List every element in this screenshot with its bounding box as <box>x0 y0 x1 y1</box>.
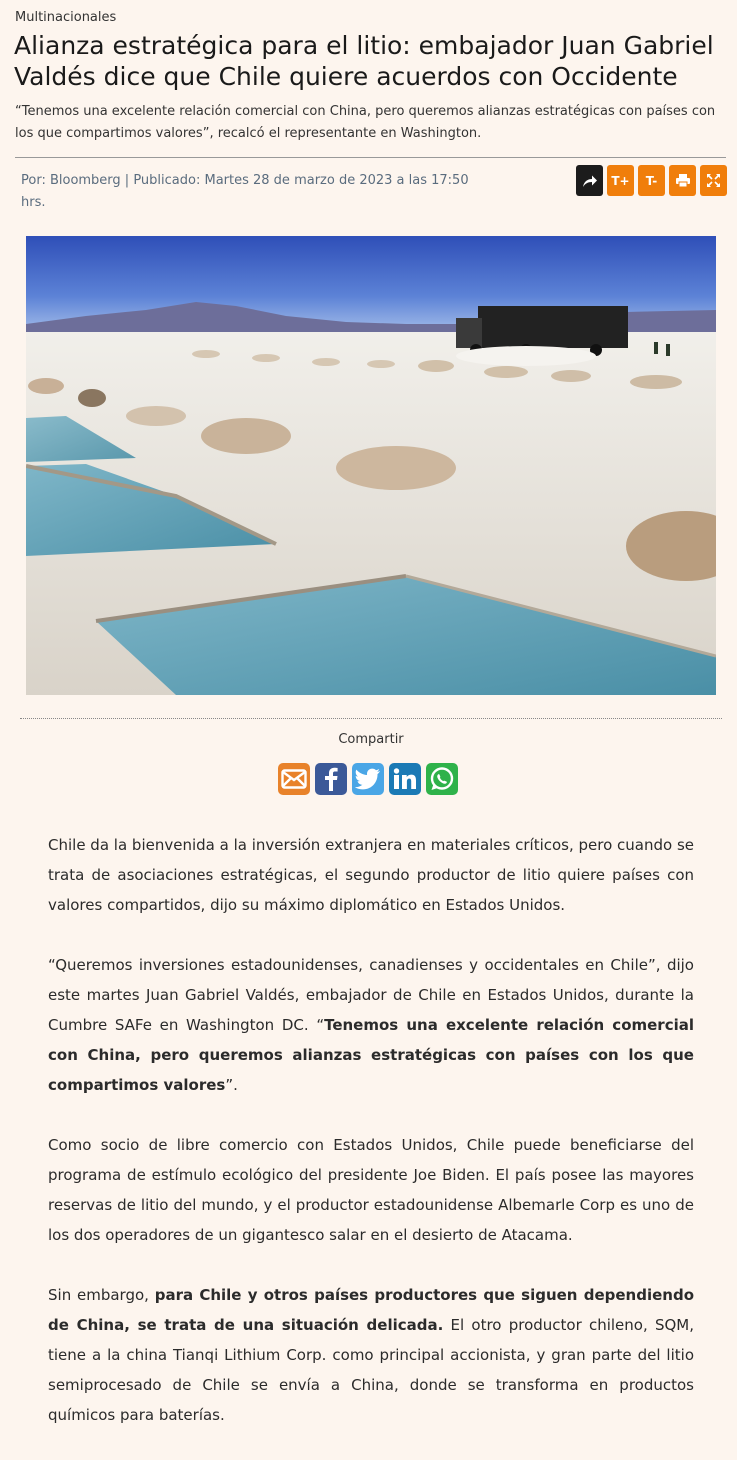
font-decrease-button[interactable]: T- <box>638 165 665 196</box>
paragraph-4-text-c: El otro productor chileno, SQM, tiene a la china Tianqi Lithium Corp. como principal accionista, y gran parte del litio semiprocesado de Chile se envía a China, donde se transforma en productos químicos para baterías. <box>48 1316 695 1424</box>
header-divider <box>15 157 726 158</box>
paragraph-4-bold: para Chile y otros países productores que siguen dependiendo de China, se trata de una situación delicada. <box>48 1286 695 1334</box>
share-buttons <box>278 763 458 795</box>
share-facebook-button[interactable] <box>315 763 347 795</box>
paragraph-2-text-c: ”. <box>225 1076 238 1094</box>
linkedin-icon <box>393 768 417 790</box>
fullscreen-button[interactable] <box>700 165 727 196</box>
share-arrow-icon <box>582 174 598 188</box>
paragraph-4-text-a: Sin embargo, <box>48 1286 155 1304</box>
email-icon <box>281 769 307 789</box>
byline: Por: Bloomberg | Publicado: Martes 28 de marzo de 2023 a las 17:50 hrs. <box>21 173 469 210</box>
share-whatsapp-button[interactable] <box>426 763 458 795</box>
article-subtitle: “Tenemos una excelente relación comercial con China, pero queremos alianzas estratégicas con países con los que compartimos valores”, recalcó el representante en Washington. <box>15 104 716 141</box>
paragraph-2-text-a: “Queremos inversiones estadounidenses, canadienses y occidentales en Chile”, dijo este martes Juan Gabriel Valdés, embajador de Chile en Estados Unidos, durante la Cumbre SAFe en Washington DC. “ <box>48 956 694 1034</box>
font-increase-button[interactable]: T+ <box>607 165 634 196</box>
whatsapp-icon <box>429 766 455 792</box>
expand-icon <box>706 173 721 188</box>
share-arrow-button[interactable] <box>576 165 603 196</box>
article-toolbar <box>576 165 727 196</box>
share-linkedin-button[interactable] <box>389 763 421 795</box>
paragraph-2-bold-quote: Tenemos una excelente relación comercial con China, pero queremos alianzas estratégicas con países con los que compartimos valores <box>48 1016 695 1094</box>
share-email-button[interactable] <box>278 763 310 795</box>
article-title: Alianza estratégica para el litio: embajador Juan Gabriel Valdés dice que Chile quiere acuerdos con Occidente <box>14 31 714 91</box>
print-button[interactable] <box>669 165 696 196</box>
photo-divider <box>20 718 722 719</box>
article-body <box>48 830 694 1460</box>
paragraph-1: Chile da la bienvenida a la inversión extranjera en materiales críticos, pero cuando se trata de asociaciones estratégicas, el segundo productor de litio quiere países con valores compartidos, dijo su máximo diplomático en Estados Unidos. <box>48 836 695 914</box>
paragraph-4 <box>48 1280 694 1430</box>
section-label[interactable]: Multinacionales <box>15 10 117 25</box>
paragraph-2 <box>48 950 694 1100</box>
share-twitter-button[interactable] <box>352 763 384 795</box>
twitter-icon <box>355 768 381 790</box>
share-label: Compartir <box>338 732 404 747</box>
facebook-icon <box>323 767 339 791</box>
printer-icon <box>675 173 691 188</box>
article-photo-salt-flat <box>26 236 716 695</box>
paragraph-3: Como socio de libre comercio con Estados Unidos, Chile puede beneficiarse del programa de estímulo ecológico del presidente Joe Biden. El país posee las mayores reservas de litio del mundo, y el productor estadounidense Albemarle Corp es uno de los dos operadores de un gigantesco salar en el desierto de Atacama. <box>48 1136 694 1244</box>
